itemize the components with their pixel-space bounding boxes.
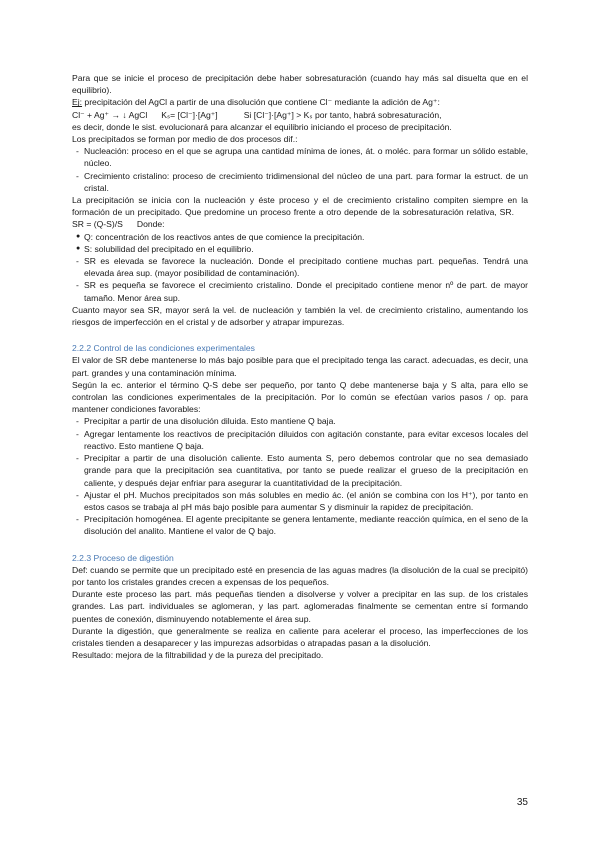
- list-item: - Precipitación homogénea. El agente precipitante se genera lentamente, mediante reacción química, en el seno de la disolución del analito. Mantiene el valor de Q bajo.: [72, 513, 528, 537]
- example-text: precipitación del AgCl a partir de una disolución que contiene Cl⁻ mediante la adición de Ag⁺:: [82, 97, 440, 108]
- list-item: - Agregar lentamente los reactivos de precipitación diluidos con agitación constante, para evitar excesos locales del reactivo. Esto mantiene Q baja.: [72, 428, 528, 452]
- list-item: - Nucleación: proceso en el que se agrupa una cantidad mínima de iones, át. o moléc. para formar un sólido estable, núcleo.: [72, 145, 528, 169]
- list-item: - Crecimiento cristalino: proceso de crecimiento tridimensional del núcleo de una part. para formar la estruct. de un cristal.: [72, 170, 528, 194]
- equation-condition: Si [Cl⁻]·[Ag⁺] > Kₛ por tanto, habrá sobresaturación,: [243, 109, 442, 120]
- intro-paragraph: Para que se inicie el proceso de precipitación debe haber sobresaturación (cuando hay más sal disuelta que en el equilibrio).: [72, 73, 528, 96]
- list-item: - SR es elevada se favorece la nucleación. Donde el precipitado contiene muchas part. pequeñas. Tendrá una elevada área sup. (mayor posibilidad de contaminación).: [72, 255, 528, 279]
- list-item: - SR es pequeña se favorece el crecimiento cristalino. Donde el precipitado contiene menor nº de part. de mayor tamaño. Menor área sup.: [72, 279, 528, 303]
- section-223-p2: Durante este proceso las part. más pequeñas tienden a disolverse y volver a precipitar en las sup. de los cristales grandes. Las part. individuales se aglomeran, y las part. aglomeradas finalmente se cementan entre sí formando puentes de conexión, disminuyendo notablemente el área sup.: [72, 589, 528, 624]
- equation-line: [72, 109, 528, 121]
- sr-cases-list: [72, 255, 528, 304]
- conclusion-paragraph: Cuanto mayor sea SR, mayor será la vel. de nucleación y también la vel. de crecimiento cristalino, aumentando los riesgos de imperfección en el cristal y de adsorber y atrapar impurezas.: [72, 304, 528, 328]
- sr-text: La precipitación se inicia con la nucleación y éste proceso y el de crecimiento cristalino compiten siempre en la formación de un precipitado. Que predomine un proceso frente a otro depende de la sobresaturación relativa, SR.: [72, 195, 528, 218]
- section-heading-2-2-3: 2.2.3 Proceso de digestión: [72, 552, 174, 563]
- section-222-p1: El valor de SR debe mantenerse lo más bajo posible para que el precipitado tenga las caract. adecuadas, es decir, una part. grandes y una contaminación mínima.: [72, 355, 528, 378]
- sr-paragraph: [72, 194, 528, 231]
- definitions-list: [72, 231, 528, 255]
- equation-continuation: es decir, donde le sist. evolucionará para alcanzar el equilibrio iniciando el proceso de precipitación.: [72, 121, 452, 132]
- example-label: Ej:: [72, 97, 83, 108]
- section-heading-2-2-2: 2.2.2 Control de las condiciones experimentales: [72, 343, 255, 354]
- section-222-p2: Según la ec. anterior el término Q-S debe ser pequeño, por tanto Q debe mantenerse baja y S alta, para ello se controlan las condiciones experimentales de la precipitación. Por lo común se efectúan varios pasos / op. para mantener condiciones favorables:: [72, 379, 528, 415]
- example-line: [72, 96, 528, 108]
- list-item: - Ajustar el pH. Muchos precipitados son más solubles en medio ác. (el anión se combina con los H⁺), por tanto en estos casos se trabaja al pH más bajo posible para aumentar S y disminuir la rapidez de precipitación.: [72, 489, 528, 513]
- list-item: - Precipitar a partir de una disolución caliente. Esto aumenta S, pero debemos controlar que no sea demasiado grande para que la precipitación sea cuantitativa, por tanto se puede realizar el grueso de la precipitación en caliente, y después dejar enfriar para asegurar la cuantitatividad de la precipitación.: [72, 452, 528, 489]
- section-223-p4: Resultado: mejora de la filtrabilidad y de la pureza del precipitado.: [72, 650, 324, 661]
- equation-ks: Kₛ= [Cl⁻]·[Ag⁺]: [161, 109, 218, 120]
- sr-formula: SR = (Q-S)/S: [72, 219, 123, 230]
- list-item: ● S: solubilidad del precipitado en el equilibrio.: [72, 243, 528, 255]
- list-item: ● Q: concentración de los reactivos antes de que comience la precipitación.: [72, 231, 528, 243]
- steps-list: [72, 415, 528, 537]
- page-number: 35: [516, 797, 528, 808]
- section-223-p3: Durante la digestión, que generalmente se realiza en caliente para acelerar el proceso, las imperfecciones de los cristales tienden a desaparecer y las impurezas adsorbidas o atrapadas pasan a la disolución.: [72, 625, 528, 648]
- processes-list: [72, 145, 528, 194]
- list-item: - Precipitar a partir de una disolución diluida. Esto mantiene Q baja.: [72, 415, 528, 427]
- equation-reaction: Cl⁻ + Ag⁺ → ↓ AgCl: [72, 109, 148, 120]
- sr-donde: Donde:: [136, 219, 165, 230]
- section-223-p1: Def: cuando se permite que un precipitado esté en presencia de las aguas madres (la disolución de la cual se precipitó) por tanto los cristales grandes crecen a expensas de los pequeños.: [72, 564, 528, 587]
- processes-intro: Los precipitados se forman por medio de dos procesos dif.:: [72, 134, 298, 145]
